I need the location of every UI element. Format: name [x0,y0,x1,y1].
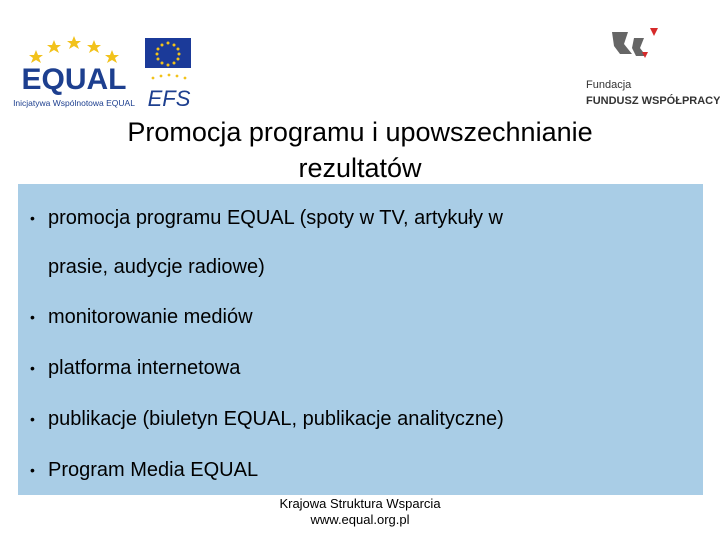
bullet-icon: • [30,462,35,478]
bullet-text: Program Media EQUAL [48,459,259,481]
svg-text:Fundacja: Fundacja [586,79,632,91]
svg-text:Inicjatywa Wspólnotowa EQUAL: Inicjatywa Wspólnotowa EQUAL [13,98,135,108]
footer-url: www.equal.org.pl [310,512,410,527]
slide-title-line2: rezultatów [298,153,422,183]
bullet-item [30,193,688,243]
bullet-icon: • [30,210,35,226]
svg-text:EFS: EFS [147,86,191,111]
slide-title [40,114,680,186]
footer-org: Krajowa Struktura Wsparcia [279,496,441,511]
svg-text:EQUAL: EQUAL [21,63,127,96]
content-box [18,184,703,495]
svg-text:FUNDUSZ WSPÓŁPRACY: FUNDUSZ WSPÓŁPRACY [586,95,720,107]
bullet-item [30,292,688,342]
fundacja-logo [584,24,720,110]
bullet-text: monitorowanie mediów [48,306,253,328]
arrows-logo-icon [584,24,720,110]
bullet-text: prasie, audycje radiowe) [48,256,265,278]
bullet-item [30,394,688,444]
bullet-text: promocja programu EQUAL (spoty w TV, artykuły w [48,207,503,229]
equal-stars-logo-icon [13,34,136,110]
footer [260,496,460,528]
bullet-item [30,343,688,393]
bullet-text: publikacje (biuletyn EQUAL, publikacje analityczne) [48,408,504,430]
equal-logo [13,34,136,110]
eu-flag-logo-icon [143,36,195,110]
bullet-text: platforma internetowa [48,357,241,379]
bullet-item-continuation [48,242,688,292]
bullet-item [30,445,688,495]
bullet-icon: • [30,360,35,376]
bullet-icon: • [30,411,35,427]
bullet-icon: • [30,309,35,325]
efs-logo [143,36,195,110]
slide-title-line1: Promocja programu i upowszechnianie [127,117,593,147]
